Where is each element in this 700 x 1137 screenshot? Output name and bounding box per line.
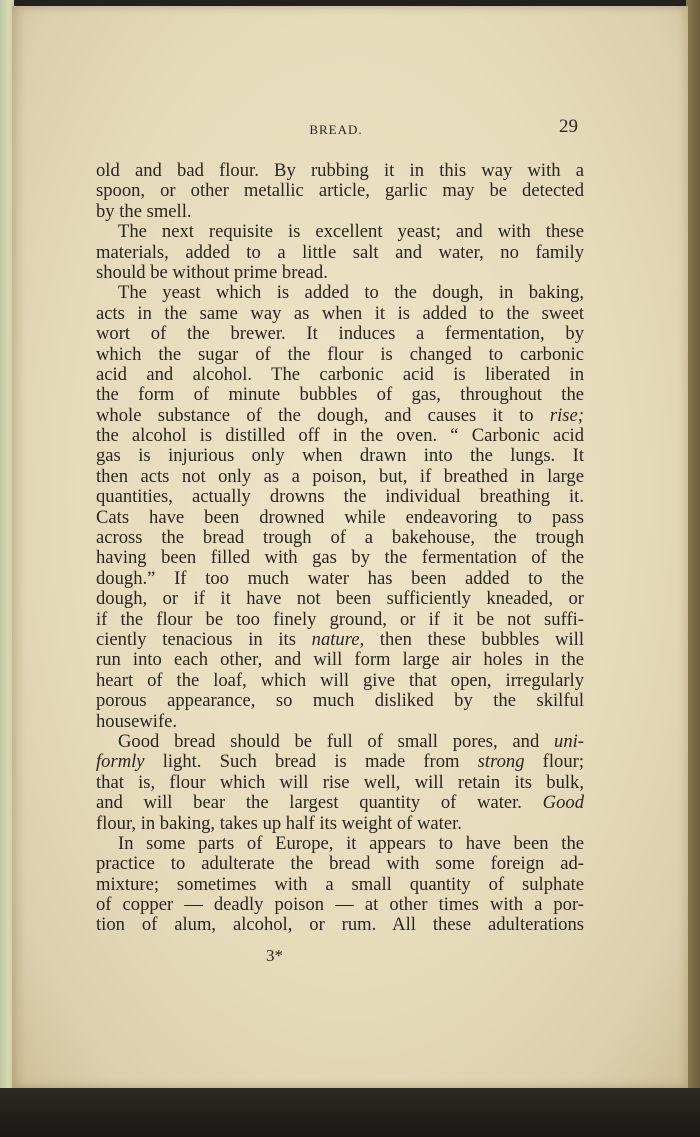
- text-run: old and bad flour. By rubbing it in this way with a: [96, 160, 584, 181]
- text-line: [96, 243, 584, 263]
- text-line: [96, 202, 584, 222]
- emphasis: nature,: [311, 628, 365, 650]
- text-line: [96, 548, 584, 568]
- text-line: [96, 834, 584, 854]
- text-line: [96, 426, 584, 446]
- text-run: and will bear the largest quantity of water.: [96, 792, 522, 814]
- text-line: [96, 712, 584, 732]
- text-line: [96, 324, 584, 344]
- text-run: then acts not only as a poison, but, if breathed in large: [96, 465, 584, 487]
- text-run: The yeast which is added to the dough, in baking,: [118, 282, 584, 304]
- text-run: dough, or if it have not been sufficiently kneaded, or: [96, 588, 584, 610]
- text-run: Good bread should be full of small pores, and: [118, 730, 540, 752]
- text-run: ciently tenacious in its: [96, 628, 296, 650]
- text-run: flour, in baking, takes up half its weight of water.: [96, 812, 462, 834]
- text-run: by the smell.: [96, 200, 192, 222]
- text-line: [96, 793, 584, 813]
- running-title: BREAD.: [309, 122, 363, 137]
- text-line: [96, 385, 584, 405]
- text-run: acid and alcohol. The carbonic acid is liberated in: [96, 363, 584, 385]
- text-line: [96, 569, 584, 589]
- page-number: 29: [559, 116, 578, 137]
- scan-bottom-margin: [0, 1088, 700, 1137]
- text-run: which the sugar of the flour is changed to carbonic: [96, 343, 584, 365]
- signature-mark: 3*: [266, 946, 283, 965]
- text-run: porous appearance, so much disliked by the skilful: [96, 690, 584, 712]
- running-head: [90, 116, 582, 142]
- text-run: gas is injurious only when drawn into the lungs. It: [96, 445, 584, 467]
- text-run: mixture; sometimes with a small quantity of sulphate: [96, 873, 584, 895]
- text-line: [96, 875, 584, 895]
- text-run: should be without prime bread.: [96, 261, 328, 283]
- text-run: spoon, or other metallic article, garlic may be detected: [96, 180, 584, 202]
- text-run: Cats have been drowned while endeavoring to pass: [96, 506, 584, 528]
- text-run: of copper — deadly poison — at other times with a por-: [96, 894, 584, 916]
- text-line: [96, 304, 584, 324]
- text-line: [96, 508, 584, 528]
- text-run: In some parts of Europe, it appears to have been the: [118, 832, 584, 854]
- text-line: [96, 630, 584, 650]
- text-line: [96, 773, 584, 793]
- text-run: dough.” If too much water has been added to the: [96, 567, 584, 589]
- text-run: if the flour be too finely ground, or if it be not suffi-: [96, 608, 584, 630]
- text-run: across the bread trough of a bakehouse, the trough: [96, 527, 584, 549]
- text-line: [96, 752, 584, 772]
- emphasis: formly: [96, 751, 145, 773]
- text-run: The next requisite is excellent yeast; and with these: [118, 221, 584, 243]
- text-line: [96, 446, 584, 466]
- emphasis: strong: [477, 751, 525, 773]
- text-line: [96, 222, 584, 242]
- body-text: [96, 161, 584, 936]
- text-run: flour;: [542, 751, 584, 773]
- book-edge: [686, 0, 700, 1137]
- text-run: quantities, actually drowns the individual breathing it.: [96, 486, 584, 508]
- text-run: housewife.: [96, 710, 178, 732]
- text-line: [96, 915, 584, 935]
- text-run: wort of the brewer. It induces a fermentation, by: [96, 323, 584, 345]
- text-run: heart of the loaf, which will give that open, irregularly: [96, 669, 584, 691]
- text-line: [96, 589, 584, 609]
- text-line: [96, 161, 584, 181]
- text-line: [96, 854, 584, 874]
- text-line: [96, 650, 584, 670]
- text-line: [96, 814, 584, 834]
- text-line: [96, 365, 584, 385]
- text-run: the form of minute bubbles of gas, throughout the: [96, 384, 584, 406]
- text-run: tion of alum, alcohol, or rum. All these adulterations: [96, 914, 584, 936]
- text-run: light. Such bread is made from: [162, 751, 460, 773]
- text-line: [96, 487, 584, 507]
- text-line: [96, 691, 584, 711]
- text-line: [96, 181, 584, 201]
- text-run: acts in the same way as when it is added to the sweet: [96, 302, 584, 324]
- text-line: [96, 671, 584, 691]
- emphasis: rise;: [549, 404, 584, 426]
- text-line: [96, 406, 584, 426]
- text-line: [96, 528, 584, 548]
- text-line: [96, 345, 584, 365]
- text-line: [96, 263, 584, 283]
- text-line: [96, 732, 584, 752]
- text-run: the alcohol is distilled off in the oven. “ Carbonic acid: [96, 425, 584, 447]
- text-run: having been filled with gas by the fermentation of the: [96, 547, 584, 569]
- text-run: whole substance of the dough, and causes it to: [96, 404, 534, 426]
- emphasis: uni-: [554, 730, 584, 752]
- text-line: [96, 895, 584, 915]
- text-run: run into each other, and will form large air holes in the: [96, 649, 584, 671]
- emphasis: Good: [542, 792, 584, 814]
- text-run: then these bubbles will: [379, 628, 584, 650]
- text-run: practice to adulterate the bread with some foreign ad-: [96, 853, 584, 875]
- text-line: [96, 467, 584, 487]
- text-line: [96, 610, 584, 630]
- text-line: [96, 283, 584, 303]
- text-run: materials, added to a little salt and water, no family: [96, 241, 584, 263]
- text-run: that is, flour which will rise well, will retain its bulk,: [96, 771, 584, 793]
